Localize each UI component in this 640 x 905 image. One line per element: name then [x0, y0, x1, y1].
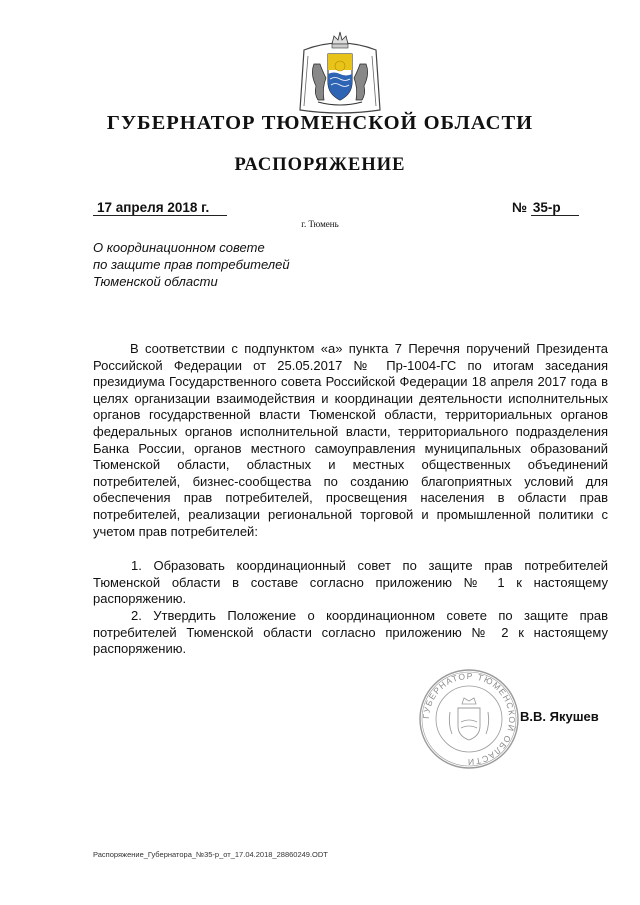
governor-title: ГУБЕРНАТОР ТЮМЕНСКОЙ ОБЛАСТИ	[106, 112, 534, 134]
svg-text:ГУБЕРНАТОР ТЮМЕНСКОЙ ОБЛАСТИ	[421, 671, 518, 767]
signer-name: В.В. Якушев	[520, 709, 599, 724]
subject-line: по защите прав потребителей	[93, 257, 290, 272]
document-type-heading: РАСПОРЯЖЕНИЕ	[234, 155, 406, 175]
date-value: 17 апреля 2018 г.	[93, 200, 227, 216]
document-number	[512, 200, 579, 216]
issue-city: г. Тюмень	[301, 219, 339, 229]
coat-of-arms-icon	[294, 30, 386, 116]
order-item-1: 1. Образовать координационный совет по защите прав потребителей Тюменской области в составе согласно приложению № 1 к настоящему распоряжению.	[93, 558, 608, 607]
number-label: №	[512, 200, 528, 215]
subject-block	[93, 239, 373, 290]
file-name-footer: Распоряжение_Губернатора_№35-р_от_17.04.2018_28860249.ODT	[93, 850, 328, 859]
order-item-2: 2. Утвердить Положение о координационном совете по защите прав потребителей Тюменской области согласно приложению № 2 к настоящему распоряжению.	[93, 608, 608, 657]
subject-line: О координационном совете	[93, 240, 265, 255]
document-date	[93, 200, 227, 216]
seal-text: ГУБЕРНАТОР ТЮМЕНСКОЙ ОБЛАСТИ	[420, 670, 518, 768]
subject-line: Тюменской области	[93, 274, 218, 289]
official-seal-icon	[418, 668, 520, 770]
preamble-paragraph: В соответствии с подпунктом «а» пункта 7 Перечня поручений Президента Российской Федерации от 25.05.2017 № Пр-1004-ГС по итогам заседания президиума Государственного совета Российской Федерации 18 апреля 2017 года в целях организации взаимодействия и координации деятельности исполнительных органов государственной власти Тюменской области, территориальных органов федеральных органов исполнительной власти, территориального подразделения Банка России, органов местного самоуправления муниципальных образований Тюменской области, областных и местных общественных объединений потребителей, бизнес-сообщества по созданию благоприятных условий для обеспечения прав потребителей, просвещения населения в области прав потребителей, реализации региональной торговой и промышленной политики с учетом прав потребителей:	[93, 341, 608, 539]
number-value: 35-р	[531, 200, 579, 216]
